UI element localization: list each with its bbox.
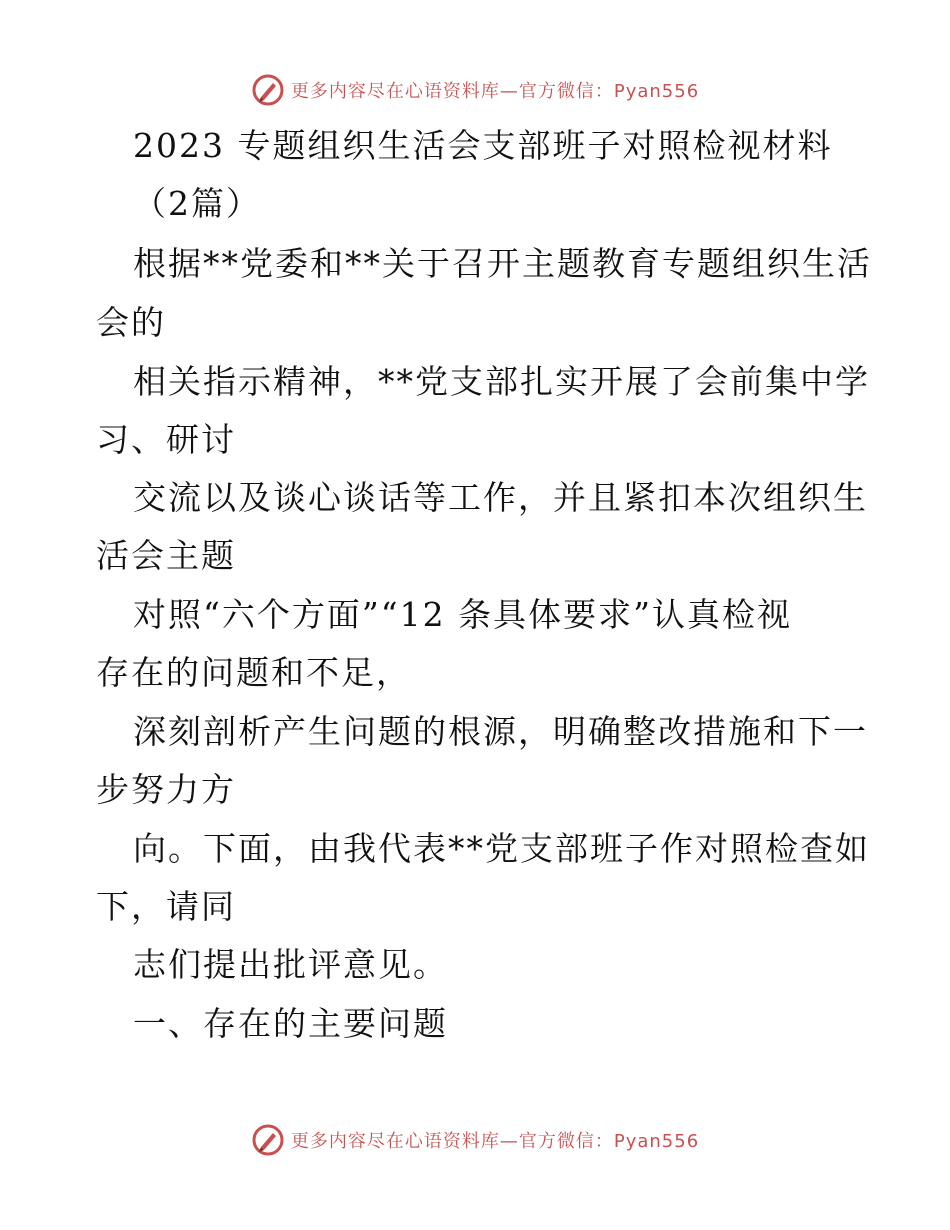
document-title: 2023 专题组织生活会支部班子对照检视材料 [133,126,833,165]
pen-logo-icon [251,1123,285,1157]
paragraph-line: 活会主题 [96,536,236,575]
paragraph-line: 交流以及谈心谈话等工作，并且紧扣本次组织生 [133,478,868,517]
paragraph-line: 相关指示精神，**党支部扎实开展了会前集中学 [133,362,870,401]
paragraph-line: 根据**党委和**关于召开主题教育专题组织生活 [133,244,872,283]
footer-watermark [0,1120,950,1160]
paragraph-line: 志们提出批评意见。 [133,945,448,984]
paragraph-line: 存在的问题和不足， [96,653,411,692]
watermark-text: 更多内容尽在心语资料库—官方微信：Pyan556 [290,81,700,102]
paragraph-line: 向。下面，由我代表**党支部班子作对照检查如 [133,829,870,868]
paragraph-line: 会的 [96,303,166,342]
paragraph-line: 下，请同 [96,887,236,926]
pen-logo-icon [251,73,285,107]
document-subtitle: （2篇） [133,184,261,223]
paragraph-line: 深刻剖析产生问题的根源，明确整改措施和下一 [133,712,868,751]
paragraph-line: 习、研讨 [96,420,236,459]
paragraph-line: 步努力方 [96,770,236,809]
paragraph-line: 对照“六个方面”“12 条具体要求”认真检视 [133,595,792,634]
header-watermark [0,70,950,110]
section-heading: 一、存在的主要问题 [133,1004,448,1043]
watermark-text: 更多内容尽在心语资料库—官方微信：Pyan556 [290,1131,700,1152]
